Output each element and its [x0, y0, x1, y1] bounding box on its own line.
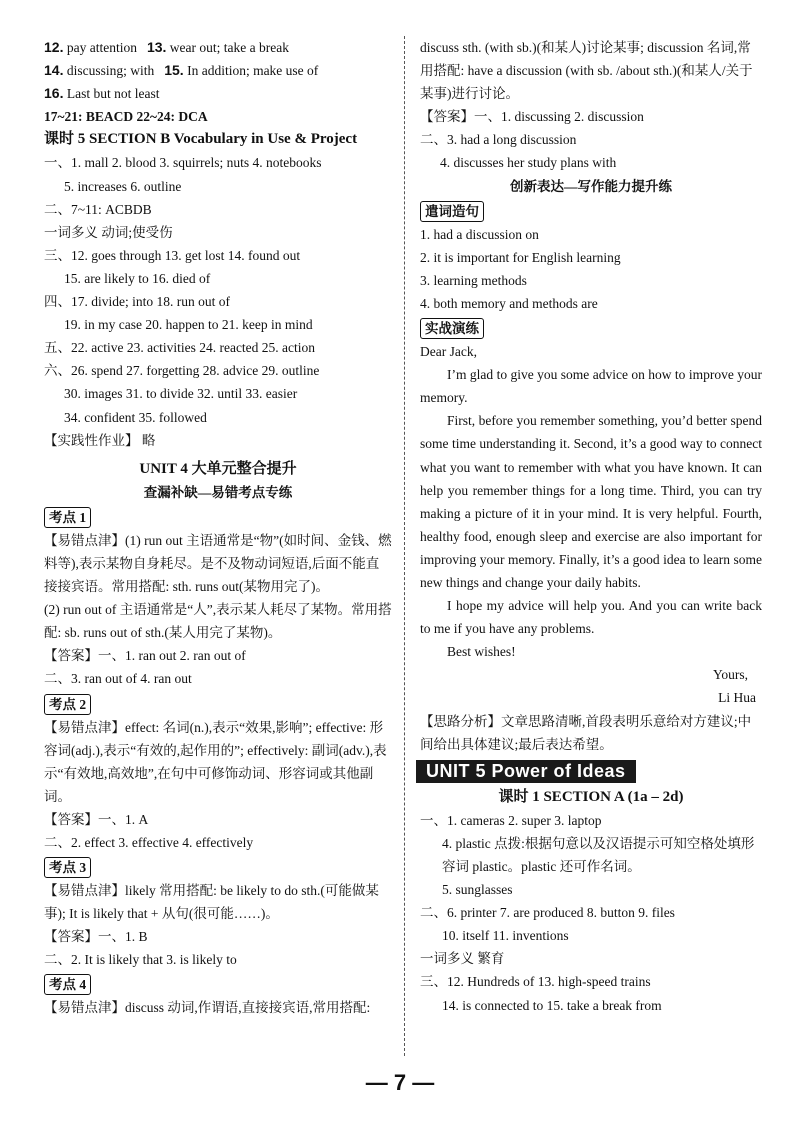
writing-section-title: 创新表达—写作能力提升练 [510, 178, 672, 194]
kaodian-tag: 考点 2 [44, 694, 91, 715]
sentence-answer: 2. it is important for English learning [420, 249, 621, 265]
answer-line: 4. plastic 点拨:根据句意以及汉语提示可知空格处填形容词 plastic。plastic 还可作名词。 [442, 835, 755, 874]
answer-line: 14. is connected to 15. take a break from [442, 997, 662, 1013]
answer-line: 19. in my case 20. happen to 21. keep in mind [64, 317, 313, 333]
answer-line: 14. discussing; with 15. In addition; make use of [44, 62, 319, 79]
kaodian-4 [44, 971, 392, 1019]
analysis: 【思路分析】文章思路清晰,首段表明乐意给对方建议;中间给出具体建议;最后表达希望。 [420, 713, 752, 752]
letter-closing: Best wishes! [447, 644, 516, 660]
answer-line: 4. discusses her study plans with [440, 155, 617, 171]
explanation: 【易错点津】discuss 动词,作谓语,直接接宾语,常用搭配: [44, 1000, 371, 1016]
answer-line: 二、3. ran out of 4. ran out [44, 671, 192, 687]
unit5-banner: UNIT 5 Power of Ideas [416, 760, 636, 783]
practice-tag: 实战演练 [420, 318, 484, 339]
explanation: 【易错点津】(1) run out 主语通常是“物”(如时间、金钱、燃料等),表示某物自身耗尽。是不及物动词短语,后面不能直接接宾语。常用搭配: sth. runs out(某物用完了)。 [44, 532, 392, 595]
answer-line: 12. pay attention 13. wear out; take a break [44, 39, 289, 55]
letter-paragraph: I’m glad to give you some advice on how to improve your memory. [420, 367, 762, 406]
answer-line: 5. sunglasses [442, 882, 513, 898]
answer-line: 【实践性作业】 略 [44, 432, 156, 448]
letter-yours: Yours, [712, 667, 748, 683]
explanation: discuss sth. (with sb.)(和某人)讨论某事; discussion 名词,常用搭配: have a discussion (with sb. /about sth.)(和某人/关于某事)进行讨论。 [420, 40, 753, 102]
kaodian-2 [44, 691, 392, 855]
letter-paragraph: I hope my advice will help you. And you can write back to me if you have any problems. [420, 598, 762, 637]
section-heading: 课时 5 SECTION B Vocabulary in Use & Project [44, 131, 358, 148]
kaodian-tag: 考点 4 [44, 974, 91, 995]
answer-line: 二、2. effect 3. effective 4. effectively [44, 835, 254, 850]
answer-line: 六、26. spend 27. forgetting 28. advice 29. outline [44, 363, 320, 379]
answer-line: 二、2. It is likely that 3. is likely to [44, 952, 237, 968]
column-divider [404, 36, 405, 1056]
answer-line: 5. increases 6. outline [64, 178, 182, 194]
left-column [44, 36, 392, 1020]
answer-line: 二、6. printer 7. are produced 8. button 9. files [420, 905, 675, 921]
explanation: 【易错点津】effect: 名词(n.),表示“效果,影响”; effective: 形容词(adj.),表示“有效的,起作用的”; effectively: 副词(adv.),表示“有效地,高效地”,在句中可修饰动词、形容词或其他副词。 [44, 719, 387, 804]
unit-title: UNIT 4 大单元整合提升 [139, 460, 297, 477]
answer-line: 二、3. had a long discussion [420, 132, 577, 148]
answer-line: 一词多义 动词;使受伤 [44, 224, 173, 240]
right-column [420, 36, 762, 1017]
letter-signature: Li Hua [718, 690, 756, 706]
answer-line: 二、7~11: ACBDB [44, 201, 152, 217]
kaodian-1 [44, 504, 392, 691]
kaodian-3 [44, 854, 392, 971]
answer-line: 五、22. active 23. activities 24. reacted 25. action [44, 340, 316, 356]
answer-line: 10. itself 11. inventions [442, 928, 569, 944]
answer-line: 三、12. goes through 13. get lost 14. found out [44, 247, 301, 263]
letter-paragraph: First, before you remember something, you’d better spend some time understanding it. Second, it’s a good way to connect what you want to remember with what you have known. It can help you remember things for a long time. Third, you can try making a picture of it in your mind. It is very helpful. Fourth, healthy food, enough sleep and exercise are also important for improving your memory. Finally, it’s a good idea to learn some new things and change your daily habits. [420, 413, 762, 590]
answer-line: 三、12. Hundreds of 13. high-speed trains [420, 974, 651, 990]
answer-line: 【答案】一、1. discussing 2. discussion [420, 109, 644, 125]
answer-line: 15. are likely to 16. died of [64, 270, 211, 286]
kaodian-tag: 考点 1 [44, 507, 91, 528]
sentence-answer: 4. both memory and methods are [420, 295, 598, 311]
answer-line: 四、17. divide; into 18. run out of [44, 294, 230, 310]
unit-subtitle: 查漏补缺—易错考点专练 [143, 484, 293, 500]
answer-line: 34. confident 35. followed [64, 409, 207, 425]
letter-greeting: Dear Jack, [420, 344, 477, 360]
sentence-answer: 3. learning methods [420, 272, 527, 288]
kaodian-tag: 考点 3 [44, 857, 91, 878]
answer-line: 【答案】一、1. B [44, 929, 148, 945]
answer-line: 一、1. mall 2. blood 3. squirrels; nuts 4. notebooks [44, 155, 322, 171]
page-number: — 7 — [365, 1070, 435, 1095]
answer-line: 一词多义 繁育 [420, 951, 505, 967]
answer-line: 30. images 31. to divide 32. until 33. easier [64, 386, 298, 402]
explanation: 【易错点津】likely 常用搭配: be likely to do sth.(可能做某事); It is likely that + 从句(很可能……)。 [44, 883, 379, 922]
practice-tag: 遣词造句 [420, 201, 484, 222]
lesson-heading: 课时 1 SECTION A (1a – 2d) [498, 788, 684, 805]
answer-line: 17~21: BEACD 22~24: DCA [44, 109, 208, 125]
model-letter [420, 340, 762, 710]
explanation: (2) run out of 主语通常是“人”,表示某人耗尽了某物。常用搭配: sb. runs out of sth.(某人用完了某物)。 [44, 602, 392, 641]
answer-line: 【答案】一、1. ran out 2. ran out of [44, 648, 246, 664]
answer-line: 16. Last but not least [44, 85, 160, 102]
answer-line: 【答案】一、1. A [44, 811, 149, 827]
sentence-answer: 1. had a discussion on [420, 226, 539, 242]
answer-line: 一、1. cameras 2. super 3. laptop [420, 812, 602, 828]
